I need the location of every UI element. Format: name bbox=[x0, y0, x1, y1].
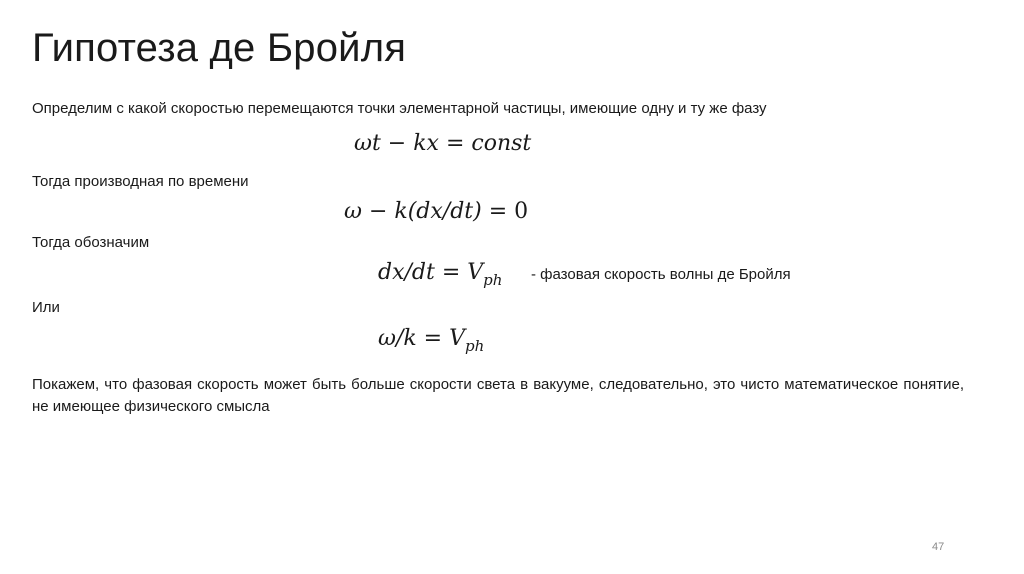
page-number: 47 bbox=[932, 541, 945, 553]
phase-velocity-note: - фазовая скорость волны де Бройля bbox=[531, 266, 791, 283]
formula-part: 0 bbox=[514, 199, 529, 224]
formula-part: ω bbox=[344, 199, 362, 224]
denote-text: Тогда обозначим bbox=[32, 234, 150, 251]
formula-subscript: ph bbox=[465, 337, 485, 355]
formula-operator: = bbox=[416, 326, 450, 351]
formula-part: ω bbox=[354, 131, 372, 156]
derivative-text: Тогда производная по времени bbox=[32, 173, 249, 190]
slide-title: Гипотеза де Бройля bbox=[32, 26, 407, 70]
formula-operator: − bbox=[380, 131, 414, 156]
formula-part: kx bbox=[413, 131, 439, 156]
formula-part: const bbox=[471, 131, 532, 156]
formula-operator: = bbox=[481, 199, 515, 224]
conclusion-paragraph: Покажем, что фазовая скорость может быть больше скорости света в вакууме, следовательно, это чисто математическое понятие, не имеющее физического смысла bbox=[32, 376, 964, 415]
formula-subscript: ph bbox=[483, 271, 503, 289]
intro-text: Определим с какой скоростью перемещаются точки элементарной частицы, имеющие одну и ту же фазу bbox=[32, 100, 767, 117]
formula-part: dx/dt bbox=[378, 260, 435, 285]
formula-part: V bbox=[449, 326, 465, 351]
formula-phase-const bbox=[354, 131, 531, 156]
formula-operator: = bbox=[438, 131, 472, 156]
formula-phase-velocity bbox=[378, 260, 502, 289]
formula-derivative bbox=[344, 199, 528, 224]
formula-omega-k bbox=[378, 326, 484, 355]
formula-part: V bbox=[467, 260, 484, 285]
formula-part: k(dx/dt) bbox=[394, 199, 482, 224]
formula-operator: = bbox=[434, 260, 468, 285]
formula-operator: − bbox=[361, 199, 395, 224]
or-text: Или bbox=[32, 299, 60, 316]
formula-part: t bbox=[371, 131, 381, 156]
formula-part: ω/k bbox=[378, 326, 417, 351]
